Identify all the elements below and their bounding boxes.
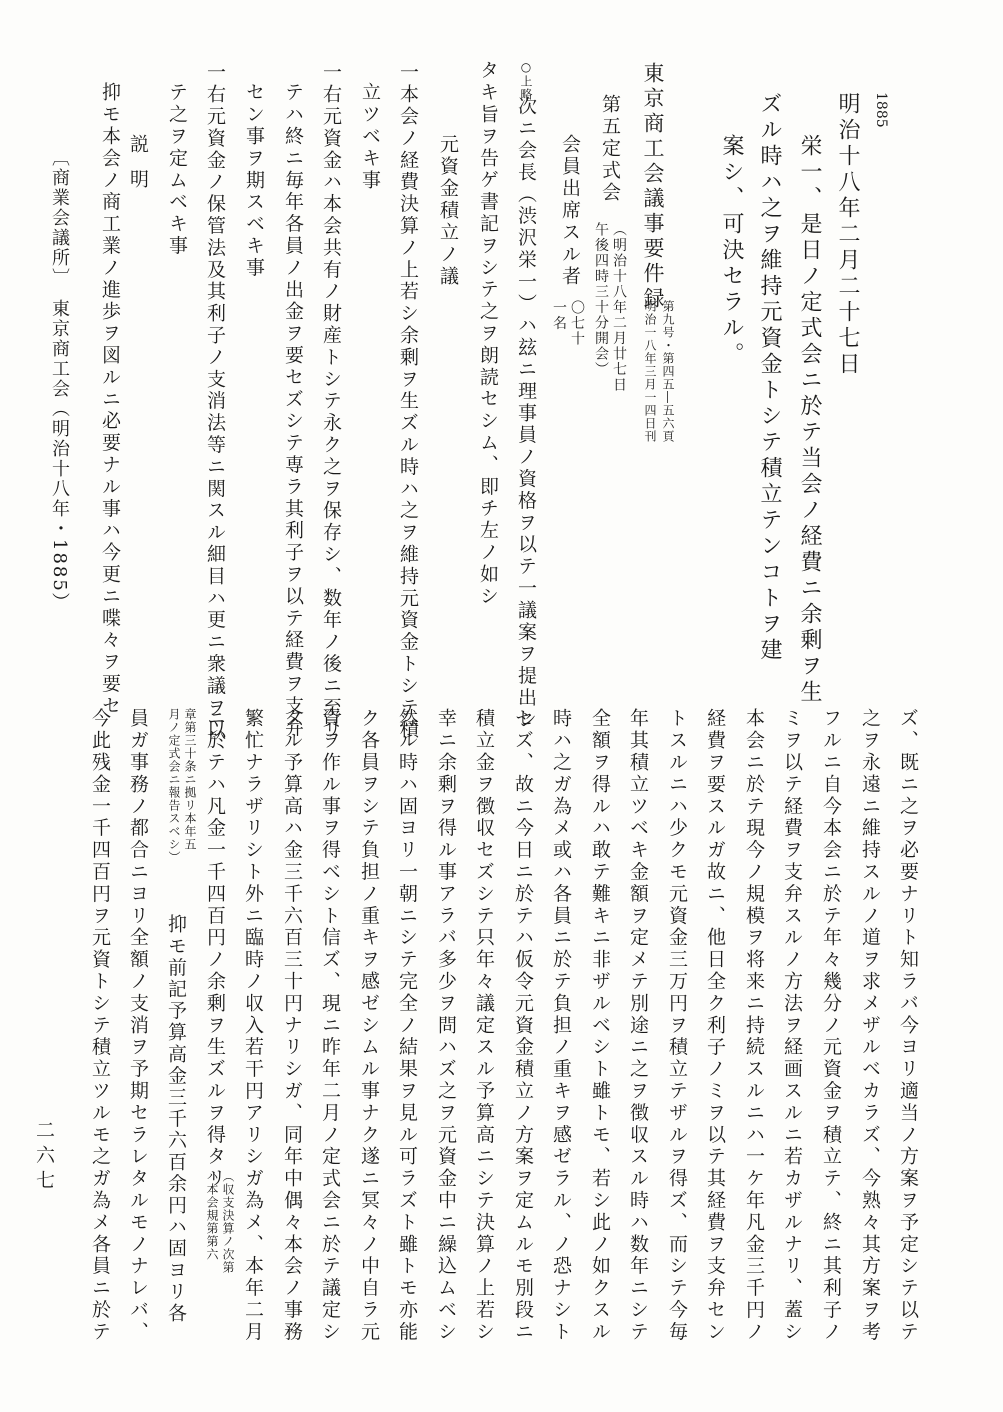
- proposal-title: 元資金積立ノ議: [437, 134, 459, 288]
- page-number: 二六七: [33, 1120, 55, 1195]
- entry-line-1: 栄一、是日ノ定式会ニ於テ当会ノ経費ニ余剰ヲ生: [797, 134, 822, 706]
- meeting-date: （明治十八年二月廿七日: [611, 222, 627, 393]
- article-2-cont-1: テハ終ニ毎年各員ノ出金ヲ要セズシテ専ラ其利子ヲ以テ経費ヲ支弁: [282, 82, 304, 739]
- body-line-1: ズ、既ニ之ヲ必要ナリト知ラバ今ヨリ適当ノ方案ヲ予定シテ以テ: [897, 708, 919, 1344]
- source-reference-1: 第九号・第四五―五六頁: [661, 300, 675, 443]
- article-1: 一本会ノ経費決算ノ上若シ余剰ヲ生ズル時ハ之ヲ維持元資金トシテ積: [397, 62, 419, 741]
- body-line-7: トスルニハ少クモ元資金三万円ヲ積立テザルヲ得ズ、而シテ今毎: [666, 708, 688, 1344]
- meeting-time: 午後四時三十分開会）: [593, 222, 609, 377]
- running-footer: 〔商業会議所〕 東京商工会（明治十八年・1885）: [49, 148, 70, 613]
- body-line-6: 経費ヲ要スルガ故ニ、他日全ク利子ノミヲ以テ其経費ヲ支弁セン: [704, 708, 726, 1344]
- attendance-label: 会員出席スル者: [559, 134, 581, 288]
- inline-note-b2: 月ノ定式会ニ報告スベシ）: [167, 708, 181, 864]
- body-line-9: 全額ヲ得ルハ敢テ難キニ非ザルベシト雖トモ、若シ此ノ如クスル: [589, 708, 611, 1344]
- inline-note-b1: 章第三十条ニ拠リ本年五: [183, 708, 197, 851]
- body-line-3: フルニ自今本会ニ於テ年々幾分ノ元資金ヲ積立テ、終ニ其利子ノ: [820, 708, 842, 1344]
- article-2-cont-2: セン事ヲ期スベキ事: [243, 82, 265, 280]
- article-3-cont: テ之ヲ定ムベキ事: [166, 82, 188, 258]
- entry-line-3: 案シ、可決セラル。: [719, 134, 744, 368]
- body-line-8: 年其積立ツベキ金額ヲ定メテ別途ニ之ヲ徴収スル時ハ数年ニシテ: [627, 708, 649, 1344]
- proceeding-line-1: 次ニ会長（渋沢栄一）ハ玆ニ理事員ノ資格ヲ以テ一議案ヲ提出シ: [515, 96, 537, 732]
- article-2: 一右元資金ハ本会共有ノ財産トシテ永ク之ヲ保存シ、数年ノ後ニ至リ: [320, 62, 342, 741]
- date-heading: 明治十八年二月二十七日: [835, 92, 860, 378]
- body-line-21: 員ガ事務ノ都合ニヨリ全額ノ支消ヲ予期セラレタルモノナレバ、: [127, 708, 149, 1344]
- omission-mark: ○上略: [519, 60, 533, 101]
- body-line-13: 幸ニ余剰ヲ得ル事アラバ多少ヲ問ハズ之ヲ元資金中ニ繰込ムベシ: [435, 708, 457, 1344]
- body-line-16: 資ヲ作ル事ヲ得ベシト信ズ、現ニ昨年二月ノ定式会ニ於テ議定シ: [319, 708, 341, 1344]
- body-line-12: 積立金ヲ徴収セズシテ只年々議定スル予算高ニシテ決算ノ上若シ: [473, 708, 495, 1344]
- source-title: 東京商工会議事要件録: [641, 62, 665, 312]
- body-line-22: 今此残金一千四百円ヲ元資トシテ積立ツルモ之ガ為メ各員ニ於テ: [89, 708, 111, 1344]
- body-line-14: 然ル時ハ固ヨリ一朝ニシテ完全ノ結果ヲ見ル可ラズト雖トモ亦能: [396, 708, 418, 1344]
- inline-note-a1: （収支決算ノ次第: [221, 1170, 235, 1274]
- body-line-18: 繁忙ナラザリシト外ニ臨時ノ収入若干円アリシガ為メ、本年二月: [242, 708, 264, 1344]
- body-line-19: ニ於テハ凡金一千四百円ノ余剰ヲ生ズルヲ得タリ: [204, 708, 226, 1190]
- proceeding-line-2: タキ旨ヲ告ゲ書記ヲシテ之ヲ朗読セシム、即チ左ノ如シ: [477, 60, 499, 608]
- attendance-count-b: 一名: [551, 300, 567, 331]
- inline-note-a2: ハ本会規第第六: [205, 1170, 219, 1261]
- body-line-15: ク各員ヲシテ負担ノ重キヲ感ゼシムル事ナク遂ニ冥々ノ中自ラ元: [358, 708, 380, 1344]
- body-line-10: 時ハ之ガ為メ或ハ各員ニ於テ負担ノ重キヲ感ゼラル、ノ恐ナシト: [550, 708, 572, 1344]
- attendance-count-a: 〇七十: [569, 300, 585, 347]
- body-line-17: タル予算高ハ金三千六百三十円ナリシガ、同年中偶々本会ノ事務: [281, 708, 303, 1344]
- body-line-5: 本会ニ於テ現今ノ規模ヲ将来ニ持続スルニハ一ケ年凡金三千円ノ: [743, 708, 765, 1344]
- meeting-name: 第五定式会: [599, 94, 621, 204]
- year-note: 1885: [873, 92, 889, 128]
- body-line-4: ミヲ以テ経費ヲ支弁スルノ方法ヲ経画スルニ若カザルナリ、蓋シ: [781, 708, 803, 1344]
- body-line-11: セズ、故ニ今日ニ於テハ仮令元資金積立ノ方案ヲ定ムルモ別段ニ: [512, 708, 534, 1344]
- source-reference-2: 明治一八年三月一四日刊: [643, 300, 657, 443]
- explanation-heading: 説明: [127, 134, 149, 204]
- explanation-line-1: 抑モ本会ノ商工業ノ進歩ヲ図ルニ必要ナル事ハ今更ニ喋々ヲ要セ: [99, 82, 121, 718]
- body-line-2: 之ヲ永遠ニ維持スルノ道ヲ求メザルベカラズ、今熟々其方案ヲ考: [859, 708, 881, 1344]
- article-3: 一右元資金ノ保管法及其利子ノ支消法等ニ関スル細目ハ更ニ衆議ヲ以: [204, 62, 226, 741]
- body-line-20: 抑モ前記予算高金三千六百余円ハ固ヨリ各: [165, 914, 187, 1325]
- entry-line-2: ズル時ハ之ヲ維持元資金トシテ積立テンコトヲ建: [757, 92, 782, 664]
- article-1-cont: 立ツベキ事: [359, 82, 381, 192]
